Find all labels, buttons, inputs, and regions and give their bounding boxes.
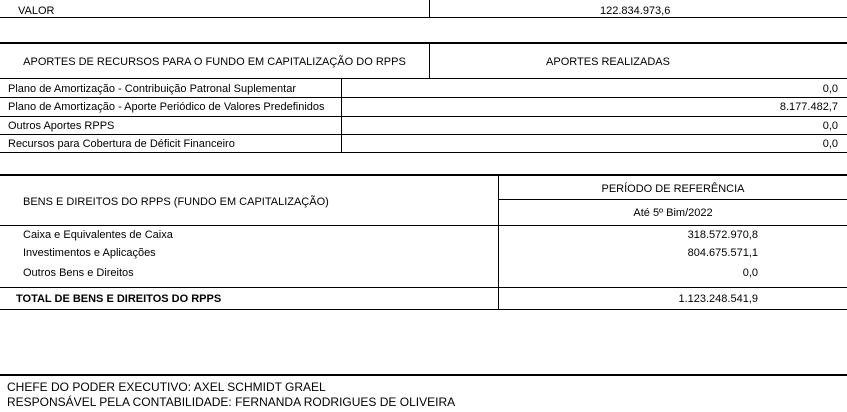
- bens-row-value: 0,0: [742, 267, 758, 279]
- aportes-row-rule: [0, 116, 847, 117]
- signature-executive: CHEFE DO PODER EXECUTIVO: AXEL SCHMIDT GRAEL: [7, 380, 326, 394]
- aportes-row-rule: [0, 134, 847, 135]
- bens-row-label: Caixa e Equivalentes de Caixa: [23, 229, 173, 241]
- aportes-row-rule: [0, 97, 847, 98]
- bens-row-label: Investimentos e Aplicações: [23, 247, 156, 259]
- valor-label: VALOR: [18, 5, 55, 17]
- bens-header-left: BENS E DIREITOS DO RPPS (FUNDO EM CAPITALIZAÇÃO): [23, 196, 329, 208]
- bens-header-sub: Até 5º Bim/2022: [633, 207, 713, 219]
- aportes-row-label: Plano de Amortização - Contribuição Patronal Suplementar: [8, 83, 296, 95]
- bens-header-period: PERÍODO DE REFERÊNCIA: [601, 183, 745, 195]
- bens-header-rule: [0, 225, 847, 226]
- bens-top-rule: [0, 174, 847, 176]
- aportes-header-left: APORTES DE RECURSOS PARA O FUNDO EM CAPITALIZAÇÃO DO RPPS: [23, 56, 406, 68]
- aportes-bottom-rule: [0, 152, 847, 153]
- aportes-top-rule: [0, 42, 847, 44]
- aportes-row-value: 8.177.482,7: [779, 101, 838, 113]
- bens-period-rule: [499, 199, 847, 200]
- valor-value: 122.834.973,6: [600, 5, 671, 17]
- aportes-row-label: Outros Aportes RPPS: [8, 120, 115, 132]
- bens-row-label: Outros Bens e Direitos: [23, 267, 134, 279]
- valor-bottom-rule: [0, 17, 847, 18]
- bens-bottom-rule: [0, 309, 847, 310]
- bens-total-value: 1.123.248.541,9: [678, 293, 758, 305]
- bens-total-top-rule: [0, 287, 847, 288]
- aportes-row-label: Recursos para Cobertura de Déficit Financeiro: [8, 138, 235, 150]
- bens-total-label: TOTAL DE BENS E DIREITOS DO RPPS: [16, 293, 222, 305]
- signature-accounting: RESPONSÁVEL PELA CONTABILIDADE: FERNANDA RODRIGUES DE OLIVEIRA: [7, 395, 456, 409]
- aportes-row-label: Plano de Amortização - Aporte Periódico de Valores Predefinidos: [8, 101, 325, 113]
- aportes-row-value: 0,0: [822, 138, 838, 150]
- signatures-top-rule: [0, 374, 847, 376]
- aportes-header-right: APORTES REALIZADAS: [546, 56, 670, 68]
- aportes-header-rule: [0, 78, 847, 79]
- bens-row-value: 804.675.571,1: [687, 247, 758, 259]
- aportes-row-value: 0,0: [822, 120, 838, 132]
- aportes-row-value: 0,0: [822, 83, 838, 95]
- valor-divider: [429, 0, 430, 17]
- bens-row-value: 318.572.970,8: [687, 229, 758, 241]
